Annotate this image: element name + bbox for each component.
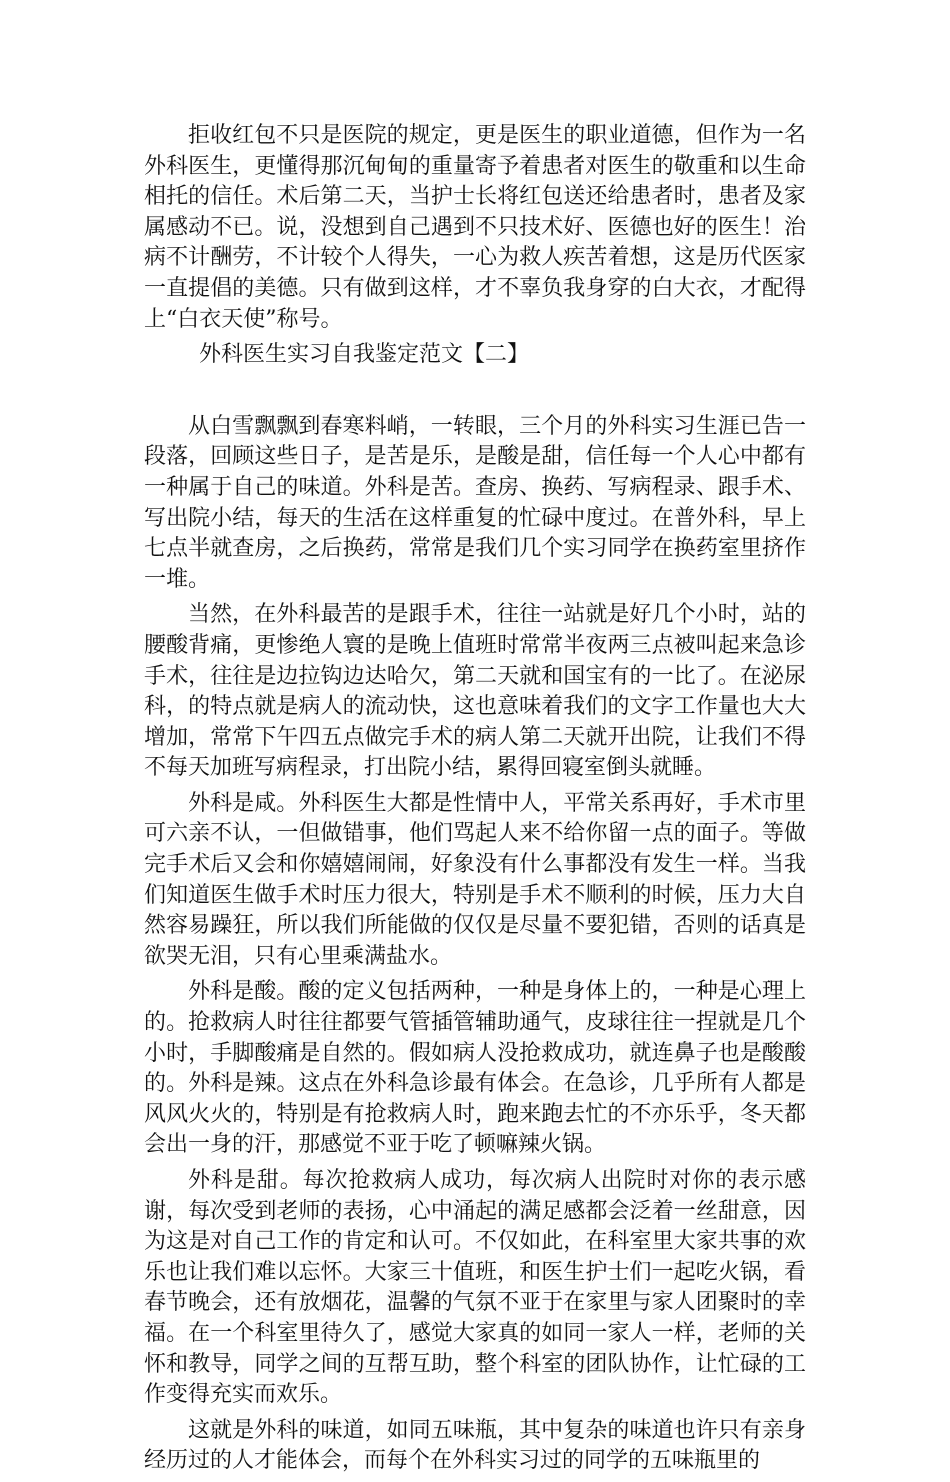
paragraph-sweet: 外科是甜。每次抢救病人成功，每次病人出院时对你的表示感谢，每次受到老师的表扬，心中涌起的满足感都会泛着一丝甜意，因为这是对自己工作的肯定和认可。不仅如此，在科室里大家共事的欢乐也让我们难以忘怀。大家三十值班，和医生护士们一起吃火锅，看春节晚会，还有放烟花，温馨的气氛不亚于在家里与家人团聚时的幸福。在一个科室里待久了，感觉大家真的如同一家人一样，老师的关怀和教导，同学之间的互帮互助，整个科室的团队协作，让忙碌的工作变得充实而欢乐。 bbox=[144, 1168, 806, 1408]
paragraph-sour-spicy: 外科是酸。酸的定义包括两种，一种是身体上的，一种是心理上的。抢救病人时往往都要气管插管辅助通气，皮球往往一捏就是几个小时，手脚酸痛是自然的。假如病人没抢救成功，就连鼻子也是酸酸的。外科是辣。这点在外科急诊最有体会。在急诊，几乎所有人都是风风火火的，特别是有抢救病人时，跑来跑去忙的不亦乐乎，冬天都会出一身的汗，那感觉不亚于吃了顿嘛辣火锅。 bbox=[144, 979, 806, 1158]
document-body bbox=[144, 121, 806, 1482]
paragraph-intro: 从白雪飘飘到春寒料峭，一转眼，三个月的外科实习生涯已告一段落，回顾这些日子，是苦是乐，是酸是甜，信任每一个人心中都有一种属于自己的味道。外科是苦。查房、换药、写病程录、跟手术、写出院小结，每天的生活在这样重复的忙碌中度过。在普外科，早上七点半就查房，之后换药，常常是我们几个实习同学在换药室里挤作一堆。 bbox=[144, 413, 806, 592]
paragraph-surgery-hardship: 当然，在外科最苦的是跟手术，往往一站就是好几个小时，站的腰酸背痛，更惨绝人寰的是晚上值班时常常半夜两三点被叫起来急诊手术，往往是边拉钩边达哈欠，第二天就和国宝有的一比了。在泌尿科，的特点就是病人的流动快，这也意味着我们的文字工作量也大大增加，常常下午四五点做完手术的病人第二天就开出院，让我们不得不每天加班写病程录，打出院小结，累得回寝室倒头就睡。 bbox=[144, 602, 806, 781]
paragraph-red-envelope: 拒收红包不只是医院的规定，更是医生的职业道德，但作为一名外科医生，更懂得那沉甸甸的重量寄予着患者对医生的敬重和以生命相托的信任。术后第二天，当护士长将红包送还给患者时，患者及家属感动不已。说，没想到自己遇到不只技术好、医德也好的医生！治病不计酬劳，不计较个人得失，一心为救人疾苦着想，这是历代医家一直提倡的美德。只有做到这样，才不辜负我身穿的白大衣，才配得上“白衣天使”称号。 bbox=[144, 123, 806, 332]
paragraph-conclusion: 这就是外科的味道，如同五味瓶，其中复杂的味道也许只有亲身经历过的人才能体会，而每个在外科实习过的同学的五味瓶里的 bbox=[144, 1417, 806, 1474]
paragraph-salty: 外科是咸。外科医生大都是性情中人，平常关系再好，手术市里可六亲不认，一但做错事，他们骂起人来不给你留一点的面子。等做完手术后又会和你嬉嬉闹闹，好象没有什么事都没有发生一样。当我们知道医生做手术时压力很大，特别是手术不顺利的时候，压力大自然容易躁狂，所以我们所能做的仅仅是尽量不要犯错，否则的话真是欲哭无泪，只有心里乘满盐水。 bbox=[144, 790, 806, 969]
section-title: 外科医生实习自我鉴定范文【二】 bbox=[199, 342, 530, 368]
